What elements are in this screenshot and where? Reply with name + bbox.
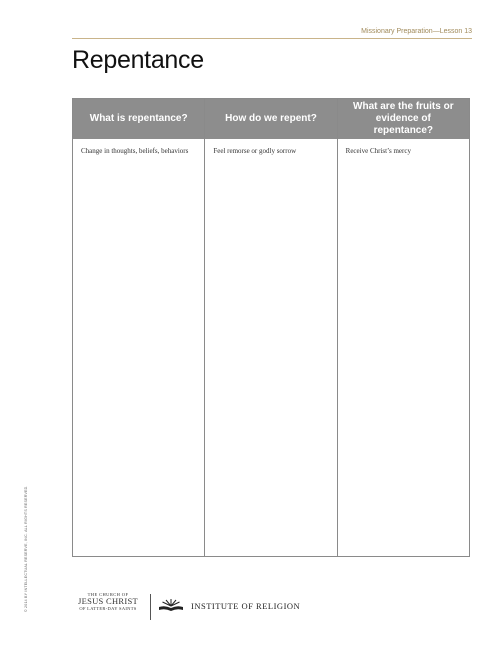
header-rule (72, 38, 472, 39)
column-how-do-we-repent (205, 99, 337, 556)
footer-branding (72, 592, 332, 624)
institute-of-religion-label: INSTITUTE OF RELIGION (191, 601, 301, 611)
church-logo (72, 592, 144, 611)
column-heading: How do we repent? (205, 99, 336, 139)
church-logo-line1: THE CHURCH OF (87, 592, 129, 597)
repentance-table (72, 98, 470, 557)
column-entry: Receive Christ’s mercy (345, 147, 411, 155)
column-what-is-repentance (73, 99, 205, 556)
open-book-sunburst-icon (158, 598, 184, 612)
column-entry: Change in thoughts, beliefs, behaviors (81, 147, 189, 155)
column-heading: What are the fruits or evidence of repentance? (338, 99, 469, 139)
copyright-notice: © 2014 BY INTELLECTUAL RESERVE, INC. ALL RIGHTS RESERVED. (24, 485, 28, 612)
column-heading: What is repentance? (73, 99, 204, 139)
church-logo-line3: OF LATTER-DAY SAINTS (79, 606, 137, 611)
page-title: Repentance (72, 46, 204, 74)
column-fruits-of-repentance (338, 99, 469, 556)
lesson-label: Missionary Preparation—Lesson 13 (361, 28, 472, 35)
column-entry: Feel remorse or godly sorrow (213, 147, 297, 155)
footer-divider (150, 594, 151, 620)
church-logo-line2: JESUS CHRIST (77, 596, 139, 606)
